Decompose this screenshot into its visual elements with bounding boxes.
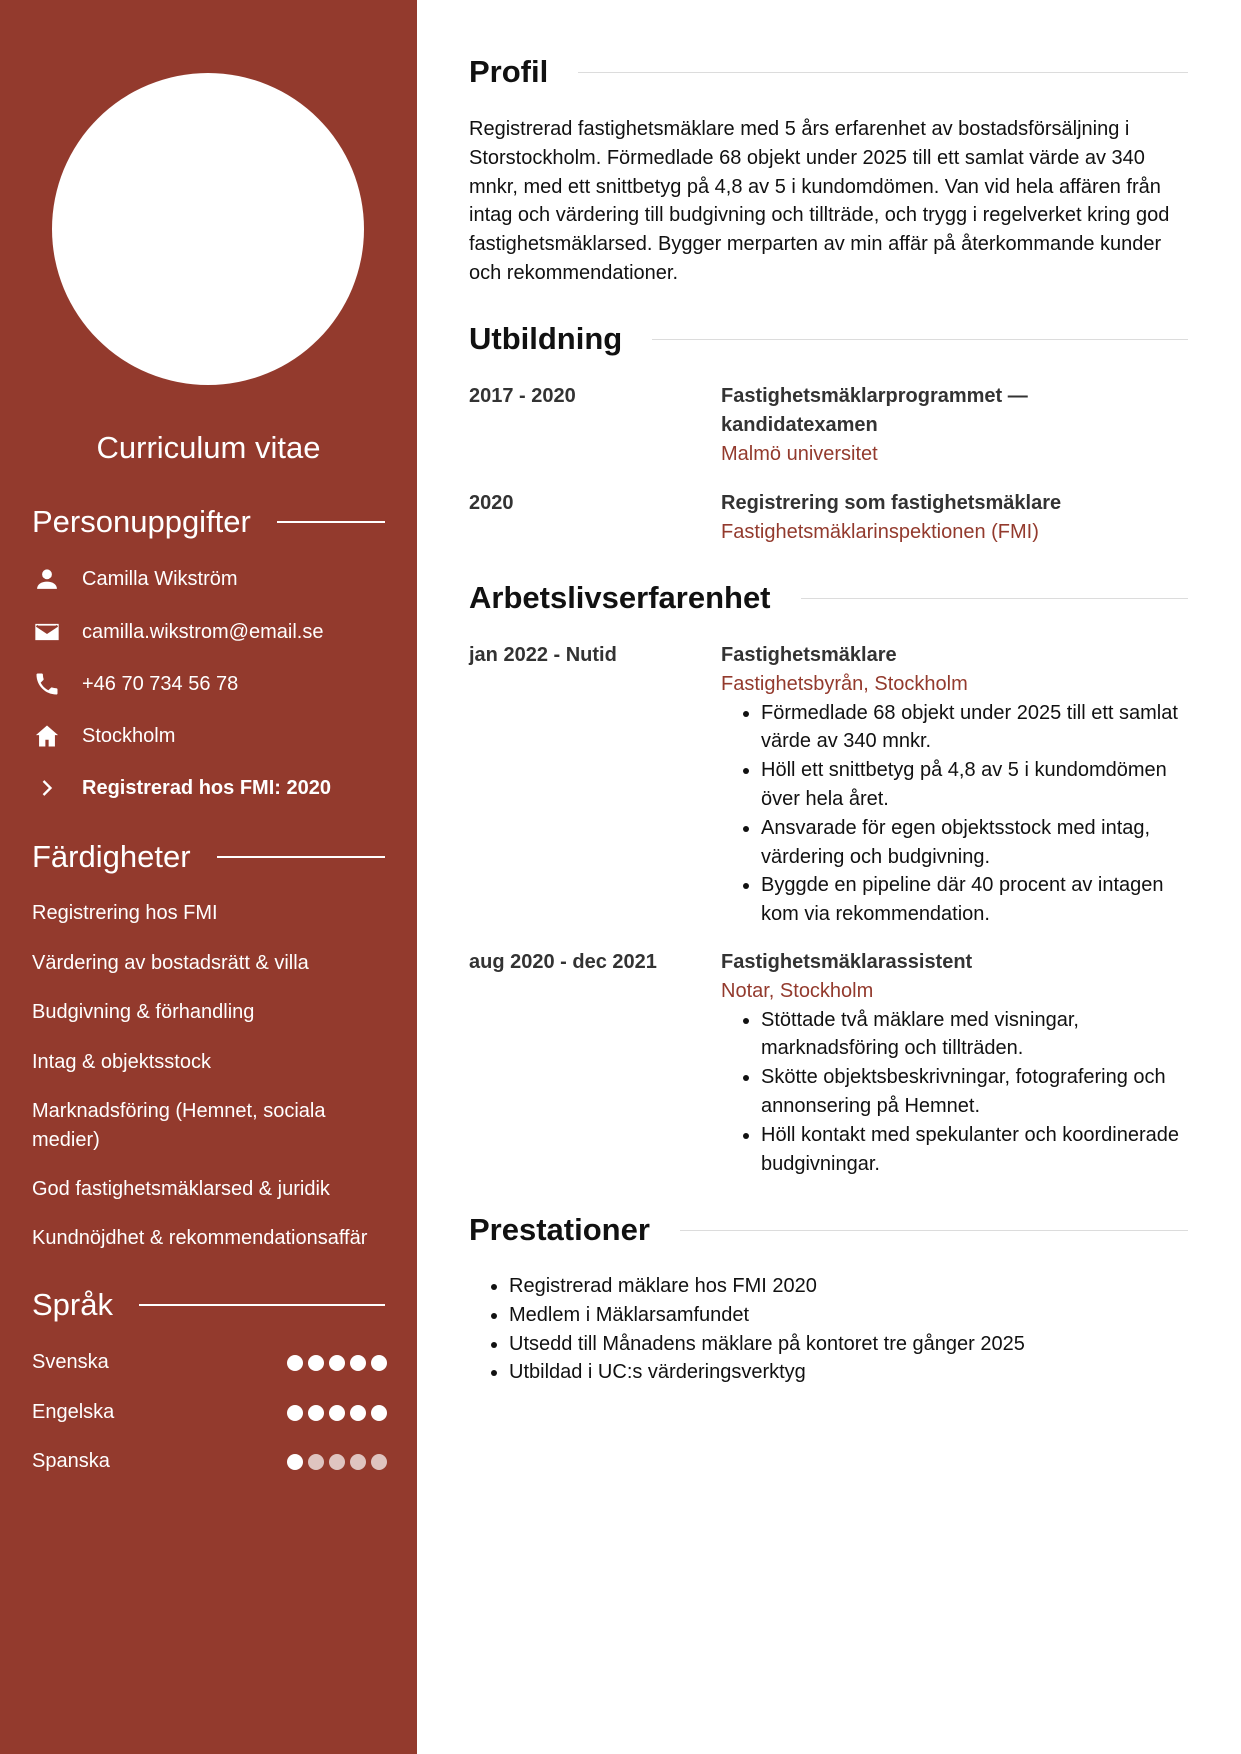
phone-icon bbox=[32, 669, 62, 699]
level-dot-empty bbox=[308, 1454, 324, 1470]
language-level bbox=[287, 1405, 387, 1421]
experience-heading-row bbox=[469, 578, 1188, 618]
level-dot-filled bbox=[287, 1355, 303, 1371]
heading-rule bbox=[277, 521, 385, 523]
entry-bullets bbox=[721, 699, 1189, 929]
skill-item: Marknadsföring (Hemnet, sociala medier) bbox=[32, 1100, 326, 1151]
level-dot-filled bbox=[371, 1405, 387, 1421]
entry-body bbox=[721, 489, 1189, 547]
personal-city-row bbox=[32, 716, 175, 756]
heading-rule bbox=[217, 856, 385, 858]
language-row bbox=[32, 1348, 387, 1377]
personal-phone[interactable]: +46 70 734 56 78 bbox=[82, 672, 239, 695]
language-row bbox=[32, 1447, 387, 1476]
achievements-list bbox=[469, 1272, 1229, 1387]
profile-text: Registrerad fastighetsmäklare med 5 års erfarenhet av bostadsförsäljning i Storstockholm. Förmedlade 68 objekt under 2025 till ett samlat värde av 340 mnkr, med ett snittbetyg på 4,8 av 5 i kundomdömen. Van vid hela affären från intag och värdering till budgivning och tillträde, och trygg i regelverket kring god fastighetsmäklarsed. Bygger merparten av min affär på återkommande kunder och rekommendationer. bbox=[469, 118, 1170, 284]
level-dot-filled bbox=[329, 1405, 345, 1421]
entry-title: Fastighetsmäklarprogrammet — kandidatexamen bbox=[721, 385, 1028, 436]
entry-bullets bbox=[721, 1006, 1189, 1179]
level-dot-filled bbox=[329, 1355, 345, 1371]
skill-item: Intag & objektsstock bbox=[32, 1051, 211, 1073]
level-dot-filled bbox=[287, 1405, 303, 1421]
level-dot-filled bbox=[350, 1405, 366, 1421]
profile-heading: Profil bbox=[469, 54, 549, 89]
entry-body bbox=[721, 382, 1189, 468]
education-heading: Utbildning bbox=[469, 321, 623, 356]
entry-date: jan 2022 - Nutid bbox=[469, 644, 617, 666]
language-level bbox=[287, 1355, 387, 1371]
heading-rule bbox=[680, 1230, 1188, 1231]
entry-title: Registrering som fastighetsmäklare bbox=[721, 492, 1062, 514]
level-dot-empty bbox=[329, 1454, 345, 1470]
profile-heading-row bbox=[469, 52, 1188, 92]
skill-item: Budgivning & förhandling bbox=[32, 1001, 255, 1023]
personal-name: Camilla Wikström bbox=[82, 567, 238, 590]
level-dot-filled bbox=[287, 1454, 303, 1470]
person-icon bbox=[32, 564, 62, 594]
chevron-right-icon bbox=[32, 773, 62, 803]
profile-photo-placeholder bbox=[52, 73, 364, 385]
entry-body bbox=[721, 641, 1189, 929]
personal-heading-row bbox=[32, 502, 385, 542]
skill-item: Kundnöjdhet & rekommendationsaffär bbox=[32, 1227, 368, 1249]
heading-rule bbox=[652, 339, 1188, 340]
entry-title: Fastighetsmäklarassistent bbox=[721, 951, 973, 973]
achievements-heading: Prestationer bbox=[469, 1212, 650, 1247]
languages-heading-row bbox=[32, 1285, 385, 1325]
education-heading-row bbox=[469, 319, 1188, 359]
skill-item: God fastighetsmäklarsed & juridik bbox=[32, 1178, 330, 1200]
personal-registration-row bbox=[32, 768, 331, 808]
personal-heading: Personuppgifter bbox=[32, 504, 251, 539]
heading-rule bbox=[578, 72, 1188, 73]
entry-org: Fastighetsmäklarinspektionen (FMI) bbox=[721, 520, 1039, 543]
level-dot-empty bbox=[350, 1454, 366, 1470]
personal-name-row bbox=[32, 559, 238, 599]
entry-title: Fastighetsmäklare bbox=[721, 644, 897, 666]
language-name: Spanska bbox=[32, 1450, 110, 1472]
skill-item: Värdering av bostadsrätt & villa bbox=[32, 952, 309, 974]
level-dot-filled bbox=[308, 1355, 324, 1371]
achievements-heading-row bbox=[469, 1210, 1188, 1250]
achievement-item: • Medlem i Mäklarsamfundet bbox=[509, 1301, 1229, 1330]
achievement-item: • Registrerad mäklare hos FMI 2020 bbox=[509, 1272, 1229, 1301]
entry-org: Malmö universitet bbox=[721, 442, 878, 465]
language-name: Engelska bbox=[32, 1401, 115, 1423]
personal-registration: Registrerad hos FMI: 2020 bbox=[82, 776, 331, 799]
bullet-item: • Höll kontakt med spekulanter och koordinerade budgivningar. bbox=[761, 1121, 1189, 1179]
personal-city: Stockholm bbox=[82, 724, 176, 747]
entry-date: 2020 bbox=[469, 492, 514, 514]
cv-title: Curriculum vitae bbox=[96, 430, 321, 465]
entry-org: Fastighetsbyrån, Stockholm bbox=[721, 672, 968, 695]
skill-item: Registrering hos FMI bbox=[32, 902, 218, 924]
bullet-item: • Byggde en pipeline där 40 procent av intagen kom via rekommendation. bbox=[761, 871, 1189, 929]
level-dot-filled bbox=[308, 1405, 324, 1421]
level-dot-filled bbox=[371, 1355, 387, 1371]
achievement-item: • Utbildad i UC:s värderingsverktyg bbox=[509, 1358, 1229, 1387]
language-row bbox=[32, 1398, 387, 1427]
bullet-item: • Ansvarade för egen objektsstock med intag, värdering och budgivning. bbox=[761, 814, 1189, 872]
skills-heading: Färdigheter bbox=[32, 839, 191, 874]
entry-body bbox=[721, 948, 1189, 1178]
home-icon bbox=[32, 721, 62, 751]
bullet-item: • Höll ett snittbetyg på 4,8 av 5 i kundomdömen över hela året. bbox=[761, 756, 1189, 814]
heading-rule bbox=[801, 598, 1188, 599]
personal-email-row bbox=[32, 612, 323, 652]
languages-heading: Språk bbox=[32, 1287, 113, 1322]
experience-heading: Arbetslivserfarenhet bbox=[469, 580, 771, 615]
level-dot-filled bbox=[350, 1355, 366, 1371]
bullet-item: • Förmedlade 68 objekt under 2025 till ett samlat värde av 340 mnkr. bbox=[761, 699, 1189, 757]
heading-rule bbox=[139, 1304, 385, 1306]
entry-org: Notar, Stockholm bbox=[721, 979, 874, 1002]
sidebar bbox=[0, 0, 417, 1754]
level-dot-empty bbox=[371, 1454, 387, 1470]
bullet-item: • Skötte objektsbeskrivningar, fotografering och annonsering på Hemnet. bbox=[761, 1063, 1189, 1121]
skills-heading-row bbox=[32, 837, 385, 877]
achievement-item: • Utsedd till Månadens mäklare på kontoret tre gånger 2025 bbox=[509, 1330, 1229, 1359]
entry-date: 2017 - 2020 bbox=[469, 385, 576, 407]
personal-email[interactable]: camilla.wikstrom@email.se bbox=[82, 620, 324, 643]
entry-date: aug 2020 - dec 2021 bbox=[469, 951, 657, 973]
language-level bbox=[287, 1454, 387, 1470]
bullet-item: • Stöttade två mäklare med visningar, marknadsföring och tillträden. bbox=[761, 1006, 1189, 1064]
mail-icon bbox=[32, 617, 62, 647]
language-name: Svenska bbox=[32, 1351, 109, 1373]
personal-phone-row bbox=[32, 664, 238, 704]
